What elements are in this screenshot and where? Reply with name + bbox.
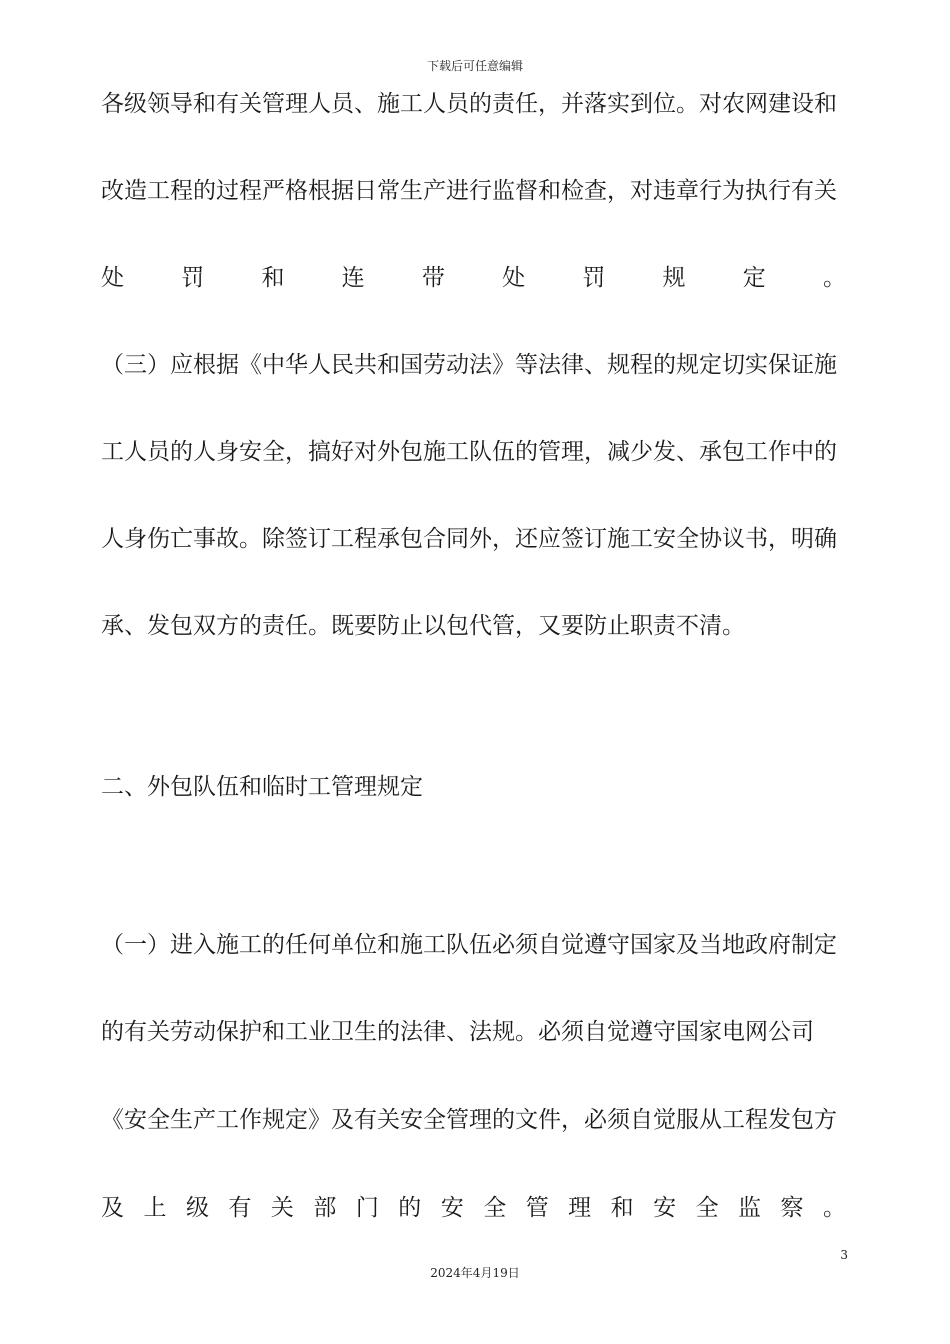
glyph: 管 [525, 1195, 549, 1221]
glyph: 及 [101, 1195, 124, 1221]
glyph: 规 [662, 265, 686, 291]
glyph: 部 [313, 1195, 337, 1221]
glyph: 理 [568, 1195, 592, 1221]
page-number: 3 [840, 1248, 848, 1262]
text-line-justified [101, 1191, 846, 1225]
glyph: 全 [483, 1195, 507, 1221]
header-note: 下载后可任意编辑 [426, 59, 523, 73]
glyph: 关 [270, 1195, 294, 1221]
text-line: 的有关劳动保护和工业卫生的法律、法规。必须自觉遵守国家电网公司 [101, 1019, 814, 1045]
glyph: 的 [398, 1195, 422, 1221]
glyph: 上 [143, 1195, 167, 1221]
glyph: 和 [261, 265, 285, 291]
section-heading: 二、外包队伍和临时工管理规定 [101, 774, 423, 800]
glyph: 连 [341, 265, 365, 291]
text-line: 《安全生产工作规定》及有关安全管理的文件，必须自觉服从工程发包方 [101, 1107, 837, 1133]
text-line: 各级领导和有关管理人员、施工人员的责任，并落实到位。对农网建设和 [101, 91, 837, 117]
glyph: 处 [502, 265, 526, 291]
glyph: 监 [738, 1195, 762, 1221]
glyph: 全 [695, 1195, 719, 1221]
text-line: 承、发包双方的责任。既要防止以包代管，又要防止职责不清。 [101, 613, 745, 639]
glyph: 门 [355, 1195, 379, 1221]
text-line: （三）应根据《中华人民共和国劳动法》等法律、规程的规定切实保证施 [101, 352, 837, 378]
text-line: 人身伤亡事故。除签订工程承包合同外，还应签订施工安全协议书，明确 [101, 526, 837, 552]
glyph: 级 [185, 1195, 209, 1221]
glyph: 处 [101, 265, 124, 291]
text-line: 工人员的人身安全，搞好对外包施工队伍的管理，减少发、承包工作中的 [101, 439, 837, 465]
glyph: 罚 [582, 265, 606, 291]
text-line-justified [101, 261, 846, 295]
glyph: 安 [440, 1195, 464, 1221]
text-line: （一）进入施工的任何单位和施工队伍必须自觉遵守国家及当地政府制定 [101, 932, 837, 958]
glyph: 。 [822, 1195, 846, 1221]
glyph: 察 [780, 1195, 804, 1221]
footer-date: 2024年4月19日 [430, 1266, 520, 1280]
glyph: 定 [742, 265, 766, 291]
glyph: 带 [421, 265, 445, 291]
glyph: 和 [610, 1195, 634, 1221]
glyph: 有 [228, 1195, 252, 1221]
text-line: 改造工程的过程严格根据日常生产进行监督和检查，对违章行为执行有关 [101, 178, 837, 204]
glyph: 罚 [181, 265, 205, 291]
glyph: 。 [822, 265, 846, 291]
glyph: 安 [653, 1195, 677, 1221]
